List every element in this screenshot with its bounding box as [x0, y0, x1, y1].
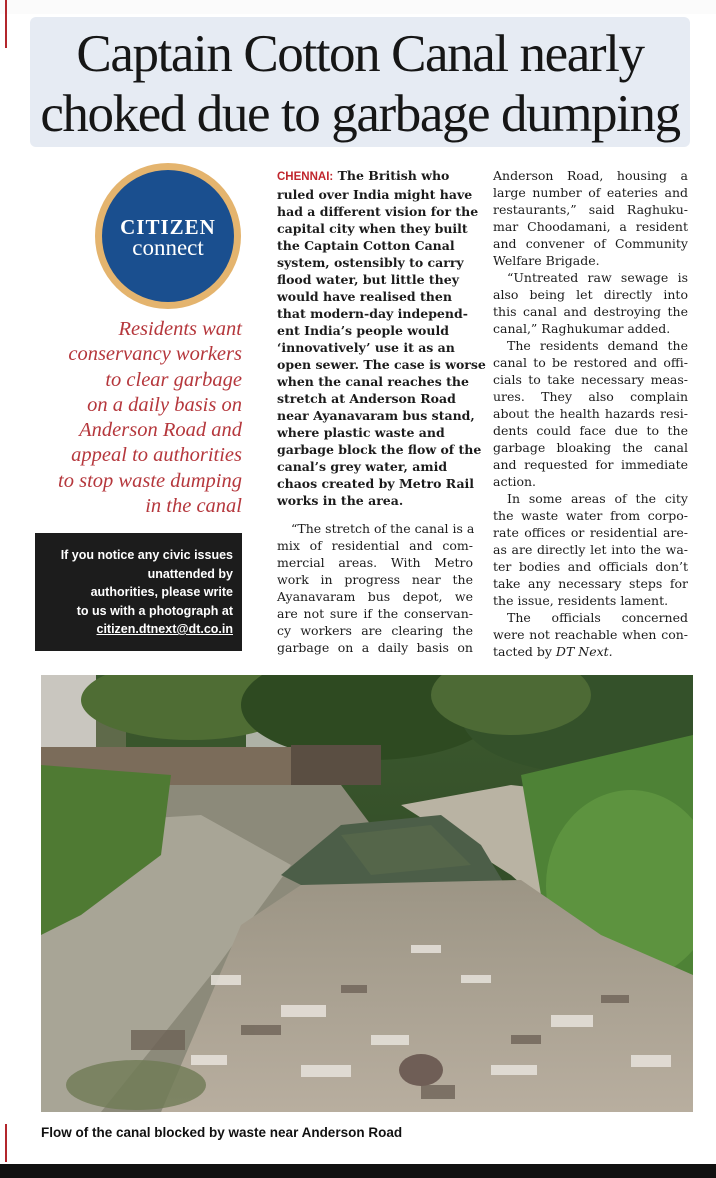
lead-line: where plastic waste and: [277, 425, 445, 440]
lead-line: ‘innovatively’ use it as an: [277, 340, 455, 355]
lead-line: had a different vision for the: [277, 204, 479, 219]
notice-line: to us with a photograph at: [76, 603, 233, 618]
body-line: take any necessary steps for: [493, 576, 688, 591]
body-line: work in progress near the: [277, 572, 473, 587]
pull-quote-line: Residents want: [118, 318, 242, 340]
pull-quote-line: conservancy workers: [68, 343, 242, 366]
publication-name: DT Next.: [555, 644, 613, 659]
lead-line: works in the area.: [277, 493, 404, 508]
body-line: also being let directly into: [493, 287, 688, 302]
body-line: the waste water from corpo-: [493, 508, 688, 523]
canal-photo: [41, 675, 693, 1112]
body-line: Anderson Road, housing a: [493, 168, 688, 183]
lead-line: stretch at Anderson Road: [277, 391, 456, 406]
pull-quote-line: to stop waste dumping: [58, 469, 242, 492]
body-line: mercial areas. With Metro: [277, 555, 473, 570]
article-column-2: [493, 167, 688, 660]
red-margin-rule: [5, 0, 7, 48]
article-column-1-body: [277, 520, 473, 656]
notice-line: unattended by: [147, 566, 233, 581]
body-line: ures. They also complain: [493, 389, 688, 404]
lead-line: system, ostensibly to carry: [277, 255, 464, 270]
pull-quote: [28, 317, 242, 519]
body-line: canal to be restored and offi-: [493, 355, 688, 370]
body-line: are not sure if the conservan-: [277, 606, 473, 621]
body-line: this canal and destroying the: [493, 304, 688, 319]
lead-line: chaos created by Metro Rail: [277, 476, 475, 491]
lead-line: canal’s grey water, amid: [277, 459, 448, 474]
body-line: about the health hazards resi-: [493, 406, 688, 421]
body-line: cy workers are clearing the: [277, 623, 473, 638]
body-line: were not reachable when con-: [493, 627, 688, 642]
notice-email-link[interactable]: citizen.dtnext@dt.co.in: [96, 622, 233, 636]
body-line: “Untreated raw sewage is: [507, 270, 688, 285]
body-line: mix of residential and com-: [277, 538, 473, 553]
notice-line: If you notice any civic issues: [60, 548, 233, 562]
body-line: and requested for immediate: [493, 457, 688, 472]
lead-line: near Ayanavaram bus stand,: [277, 408, 475, 423]
notice-line: authorities, please write: [90, 585, 233, 599]
body-line: canal,” Raghukumar added.: [493, 321, 671, 336]
body-line: In some areas of the city: [507, 491, 688, 506]
body-line: Welfare Brigade.: [493, 253, 600, 268]
canal-photo-illustration: [41, 675, 693, 1112]
body-text: tacted by: [493, 644, 552, 659]
lead-first-words: The British who: [337, 168, 450, 183]
headline-line-1: Captain Cotton Canal nearly: [76, 25, 644, 83]
page-top-margin: [0, 0, 716, 14]
body-line: The officials concerned: [507, 610, 688, 625]
dateline: CHENNAI:: [277, 171, 334, 183]
body-line: as are directly let into the wa-: [493, 542, 688, 557]
headline-line-2: choked due to garbage dumping: [40, 85, 680, 143]
body-line: action.: [493, 474, 537, 489]
body-line: cials to take necessary meas-: [493, 372, 688, 387]
body-line: Ayanavaram bus depot, we: [277, 589, 473, 604]
body-line: The residents demand the: [507, 338, 688, 353]
body-line: the issue, residents lament.: [493, 593, 669, 608]
body-line: rate offices or residential are-: [493, 525, 688, 540]
headline: [30, 24, 690, 144]
pull-quote-line: Anderson Road and: [79, 419, 242, 442]
lead-line: ent India’s people would: [277, 323, 449, 338]
body-line: restaurants,” said Raghuku-: [493, 202, 688, 217]
body-line: garbage on a daily basis on: [277, 640, 473, 655]
logo-citizen-text: CITIZEN: [120, 215, 216, 239]
pull-quote-line: appeal to authorities: [71, 444, 242, 467]
body-line: mar Choodamani, a resident: [493, 219, 688, 234]
lead-line: capital city when they built: [277, 221, 468, 236]
lead-line: when the canal reaches the: [277, 374, 469, 389]
body-line: dents could face due to the: [493, 423, 688, 438]
body-line: “The stretch of the canal is a: [291, 521, 475, 536]
body-line-last: [493, 643, 688, 660]
lead-line: open sewer. The case is worse: [277, 357, 486, 372]
body-line: garbage bloaking the canal: [493, 440, 688, 455]
lead-line: that modern-day independ-: [277, 306, 468, 321]
lead-line: the Captain Cotton Canal: [277, 238, 455, 253]
citizen-connect-logo: [102, 170, 234, 302]
body-line: large number of eateries and: [493, 185, 688, 200]
body-line: and convener of Community: [493, 236, 688, 251]
pull-quote-line: to clear garbage: [105, 368, 242, 391]
logo-connect-text: connect: [132, 235, 204, 260]
photo-caption: Flow of the canal blocked by waste near Anderson Road: [41, 1125, 403, 1140]
page-bottom-band: [0, 1164, 716, 1178]
pull-quote-line: in the canal: [145, 495, 242, 518]
body-line: ter bodies and officials don’t: [493, 559, 688, 574]
article-lead-paragraph: [277, 167, 486, 509]
lead-line: would have realised then: [277, 289, 452, 304]
pull-quote-line: on a daily basis on: [87, 393, 242, 416]
red-margin-rule-bottom: [5, 1124, 7, 1162]
lead-line: flood water, but little they: [277, 272, 459, 287]
lead-line: garbage block the flow of the: [277, 442, 482, 457]
lead-line: ruled over India might have: [277, 187, 473, 202]
civic-issues-notice-box: [35, 533, 242, 651]
